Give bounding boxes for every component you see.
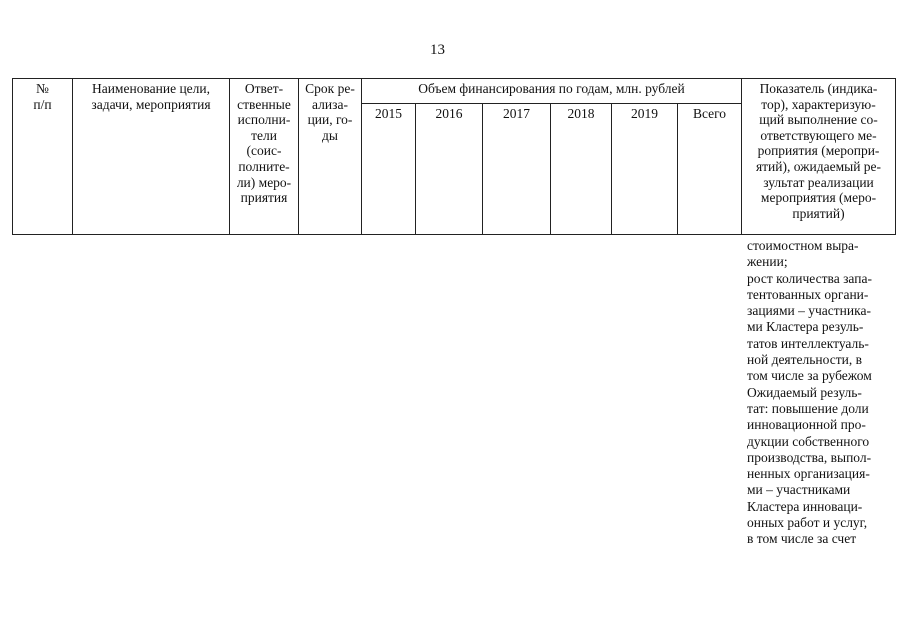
continuation-line: ми – участниками [747, 482, 851, 498]
continuation-line: татов интеллектуаль- [747, 335, 869, 351]
header-line: мероприятия (меро- [760, 190, 877, 206]
header-line: ственные [237, 96, 291, 112]
header-line: (соис- [246, 143, 282, 159]
continuation-line: ной деятельности, в [747, 352, 862, 368]
header-line: ции, го- [307, 112, 353, 128]
header-line: роприятия (меропри- [757, 143, 880, 159]
column-header-name [73, 79, 230, 235]
continuation-line: тентованных органи- [747, 286, 869, 302]
header-line: тели [251, 127, 277, 143]
indicator-continuation-text [747, 238, 897, 548]
column-header-indicator [742, 79, 896, 235]
header-line: ответствующего ме- [760, 127, 877, 143]
header-line: ализа- [312, 96, 348, 112]
header-line: щий выполнение со- [759, 112, 878, 128]
continuation-line: ненных организация- [747, 466, 870, 482]
column-header-number [13, 79, 73, 235]
header-line: ды [322, 127, 338, 143]
continuation-line: Ожидаемый резуль- [747, 384, 862, 400]
continuation-line: онных работ и услуг, [747, 515, 868, 531]
header-line: № [36, 81, 49, 96]
continuation-line: жении; [747, 254, 788, 270]
continuation-line: Кластера инноваци- [747, 498, 863, 514]
header-line: Наименование цели, [91, 81, 211, 96]
continuation-line: производства, выпол- [747, 449, 872, 465]
header-line: полните- [238, 158, 290, 174]
column-header-term [299, 79, 362, 235]
header-line: тор), характеризую- [761, 96, 876, 112]
year-header-2015: 2015 [362, 104, 416, 235]
continuation-line: зациями – участника- [747, 303, 871, 319]
header-line: ли) меро- [236, 174, 292, 190]
header-line: задачи, мероприятия [91, 96, 211, 112]
year-header-2016: 2016 [416, 104, 483, 235]
header-line: п/п [33, 96, 52, 112]
column-header-executors [230, 79, 299, 235]
header-table [12, 78, 896, 235]
continuation-line: тат: повышение доли [747, 400, 869, 416]
year-header-2019: 2019 [612, 104, 678, 235]
continuation-line: рост количества запа- [747, 270, 872, 286]
header-line: Показатель (индика- [759, 81, 878, 96]
header-line: приятий) [792, 205, 845, 221]
page-number: 13 [430, 42, 445, 58]
year-header-total: Всего [678, 104, 742, 235]
header-line: исполни- [237, 112, 291, 128]
header-line: зультат реализации [763, 174, 874, 190]
header-line: Срок ре- [305, 81, 355, 96]
continuation-line: дукции собственного [747, 433, 870, 449]
year-header-2017: 2017 [483, 104, 551, 235]
header-line: приятия [240, 190, 288, 206]
column-header-funding: Объем финансирования по годам, млн. рублей [362, 79, 742, 104]
year-header-2018: 2018 [551, 104, 612, 235]
continuation-line: ми Кластера резуль- [747, 319, 864, 335]
continuation-line: инновационной про- [747, 417, 866, 433]
header-line: ятий), ожидаемый ре- [755, 158, 882, 174]
continuation-line: стоимостном выра- [747, 238, 859, 253]
header-line: Ответ- [244, 81, 284, 96]
continuation-line: том числе за рубежом [747, 368, 872, 384]
continuation-line: в том числе за счет [747, 531, 857, 547]
